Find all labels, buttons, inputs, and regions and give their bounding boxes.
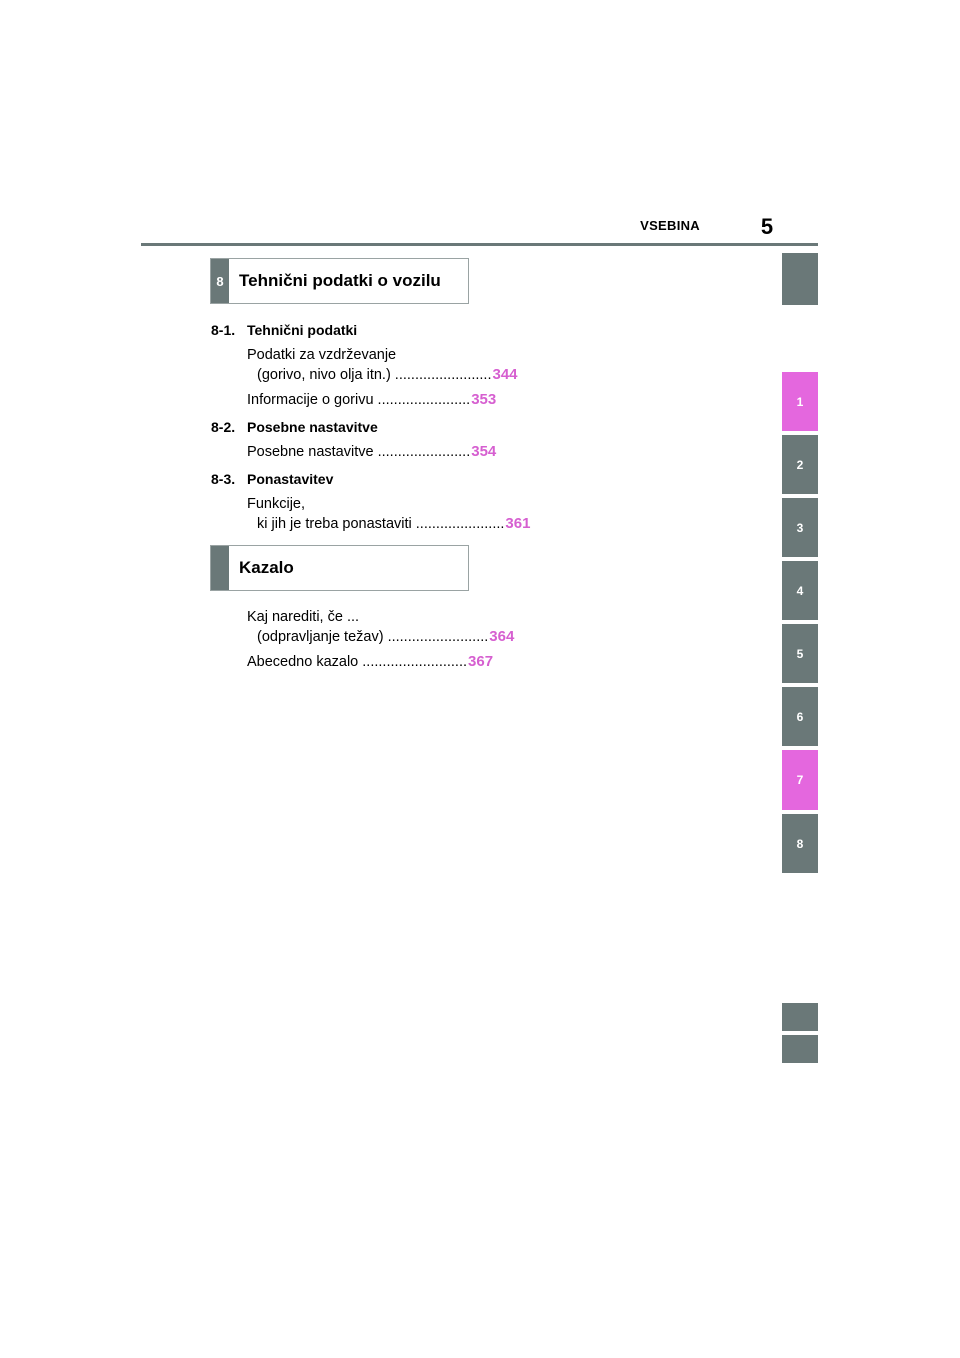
subsection-number: 8-2. xyxy=(211,419,236,435)
section-title: Kazalo xyxy=(239,558,294,577)
side-tab-blank-top[interactable] xyxy=(782,253,818,305)
subsection-8-2 xyxy=(211,419,378,435)
page-link[interactable]: 364 xyxy=(489,628,515,645)
entry-line1: Posebne nastavitve ....................... xyxy=(247,444,471,460)
toc-entry-reset-functions[interactable] xyxy=(247,494,531,534)
page-link[interactable]: 354 xyxy=(471,443,497,460)
subsection-8-1 xyxy=(211,322,357,338)
toc-entry-alphabetical-index[interactable] xyxy=(247,652,494,672)
section-tab xyxy=(211,546,229,590)
side-tab-7[interactable]: 7 xyxy=(782,750,818,810)
subsection-number: 8-1. xyxy=(211,322,236,338)
entry-line2: (odpravljanje težav) ......................... xyxy=(257,629,489,645)
entry-line1: Informacije o gorivu ....................... xyxy=(247,392,471,408)
entry-line2: (gorivo, nivo olja itn.) ........................ xyxy=(257,367,492,383)
page-number: 5 xyxy=(760,214,774,239)
subsection-8-3 xyxy=(211,471,333,487)
page-link[interactable]: 361 xyxy=(505,515,531,532)
header-title: VSEBINA xyxy=(640,218,700,233)
entry-line2: ki jih je treba ponastaviti ...................... xyxy=(257,516,505,532)
entry-line1: Abecedno kazalo .......................... xyxy=(247,654,468,670)
entry-line1: Podatki za vzdrževanje xyxy=(247,347,397,363)
subsection-title: Posebne nastavitve xyxy=(247,419,378,435)
toc-entry-troubleshooting[interactable] xyxy=(247,607,515,647)
section-vehicle-specs[interactable] xyxy=(210,258,469,304)
entry-line1: Kaj narediti, če ... xyxy=(247,609,360,625)
section-index[interactable] xyxy=(210,545,469,591)
side-tab-blank-bottom-2[interactable] xyxy=(782,1035,818,1063)
side-tab-8[interactable]: 8 xyxy=(782,814,818,873)
side-tab-1[interactable]: 1 xyxy=(782,372,818,431)
side-tab-blank-bottom-1[interactable] xyxy=(782,1003,818,1031)
subsection-title: Ponastavitev xyxy=(247,471,334,487)
page-link[interactable]: 344 xyxy=(492,366,518,383)
side-tab-5[interactable]: 5 xyxy=(782,624,818,683)
toc-entry-maintenance-data[interactable] xyxy=(247,345,518,385)
side-tab-4[interactable]: 4 xyxy=(782,561,818,620)
header-rule xyxy=(141,243,818,246)
toc-entry-fuel-info[interactable] xyxy=(247,390,497,410)
subsection-title: Tehnični podatki xyxy=(247,322,358,338)
section-tab-number: 8 xyxy=(211,259,229,303)
toc-entry-custom-settings[interactable] xyxy=(247,442,497,462)
page-link[interactable]: 367 xyxy=(468,653,494,670)
side-tab-3[interactable]: 3 xyxy=(782,498,818,557)
side-tab-6[interactable]: 6 xyxy=(782,687,818,746)
side-tab-2[interactable]: 2 xyxy=(782,435,818,494)
section-title: Tehnični podatki o vozilu xyxy=(239,271,441,290)
page-link[interactable]: 353 xyxy=(471,391,497,408)
subsection-number: 8-3. xyxy=(211,471,236,487)
entry-line1: Funkcije, xyxy=(247,496,306,512)
